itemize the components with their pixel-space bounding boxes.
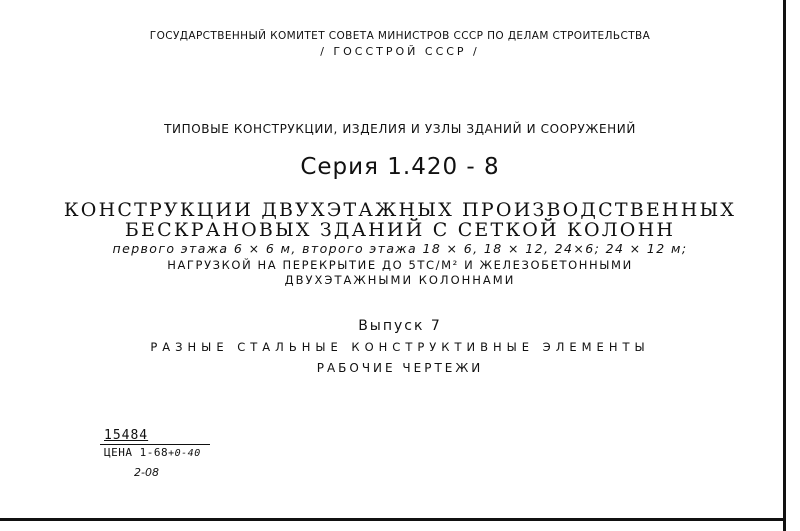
gosstroy-heading: / ГОССТРОЙ СССР / <box>320 45 480 58</box>
frame-border-right <box>783 0 786 531</box>
title-line-2: БЕСКРАНОВЫХ ЗДАНИЙ С СЕТКОЙ КОЛОНН <box>124 219 676 241</box>
series-title: Серия 1.420 - 8 <box>300 154 500 180</box>
frame-border-bottom <box>0 518 786 521</box>
typical-structures-heading: ТИПОВЫЕ КОНСТРУКЦИИ, ИЗДЕЛИЯ И УЗЛЫ ЗДАНИЙ И СООРУЖЕНИЙ <box>164 122 636 136</box>
committee-heading: ГОСУДАРСТВЕННЫЙ КОМИТЕТ СОВЕТА МИНИСТРОВ СССР ПО ДЕЛАМ СТРОИТЕЛЬСТВА <box>149 30 651 42</box>
price-addition: +0-40 <box>168 448 201 459</box>
title-line-3: первого этажа 6 × 6 м, второго этажа 18 × 6, 18 × 12, 24×6; 24 × 12 м; <box>112 241 688 256</box>
stamp-date: 2-08 <box>134 466 159 479</box>
issue-number: Выпуск 7 <box>358 318 442 334</box>
title-line-5: ДВУХЭТАЖНЫМИ КОЛОННАМИ <box>284 273 516 287</box>
inventory-number: 15484 <box>104 428 149 443</box>
price-label <box>104 446 201 459</box>
title-line-1: КОНСТРУКЦИИ ДВУХЭТАЖНЫХ ПРОИЗВОДСТВЕННЫХ <box>63 199 737 221</box>
working-drawings-label: РАБОЧИЕ ЧЕРТЕЖИ <box>316 361 484 375</box>
stamp-divider <box>100 444 210 445</box>
issue-subject: РАЗНЫЕ СТАЛЬНЫЕ КОНСТРУКТИВНЫЕ ЭЛЕМЕНТЫ <box>150 340 650 354</box>
price-value: ЦЕНА 1-68 <box>104 446 169 459</box>
title-line-4: НАГРУЗКОЙ НА ПЕРЕКРЫТИЕ ДО 5ТС/М² И ЖЕЛЕЗОБЕТОННЫМИ <box>167 258 633 272</box>
